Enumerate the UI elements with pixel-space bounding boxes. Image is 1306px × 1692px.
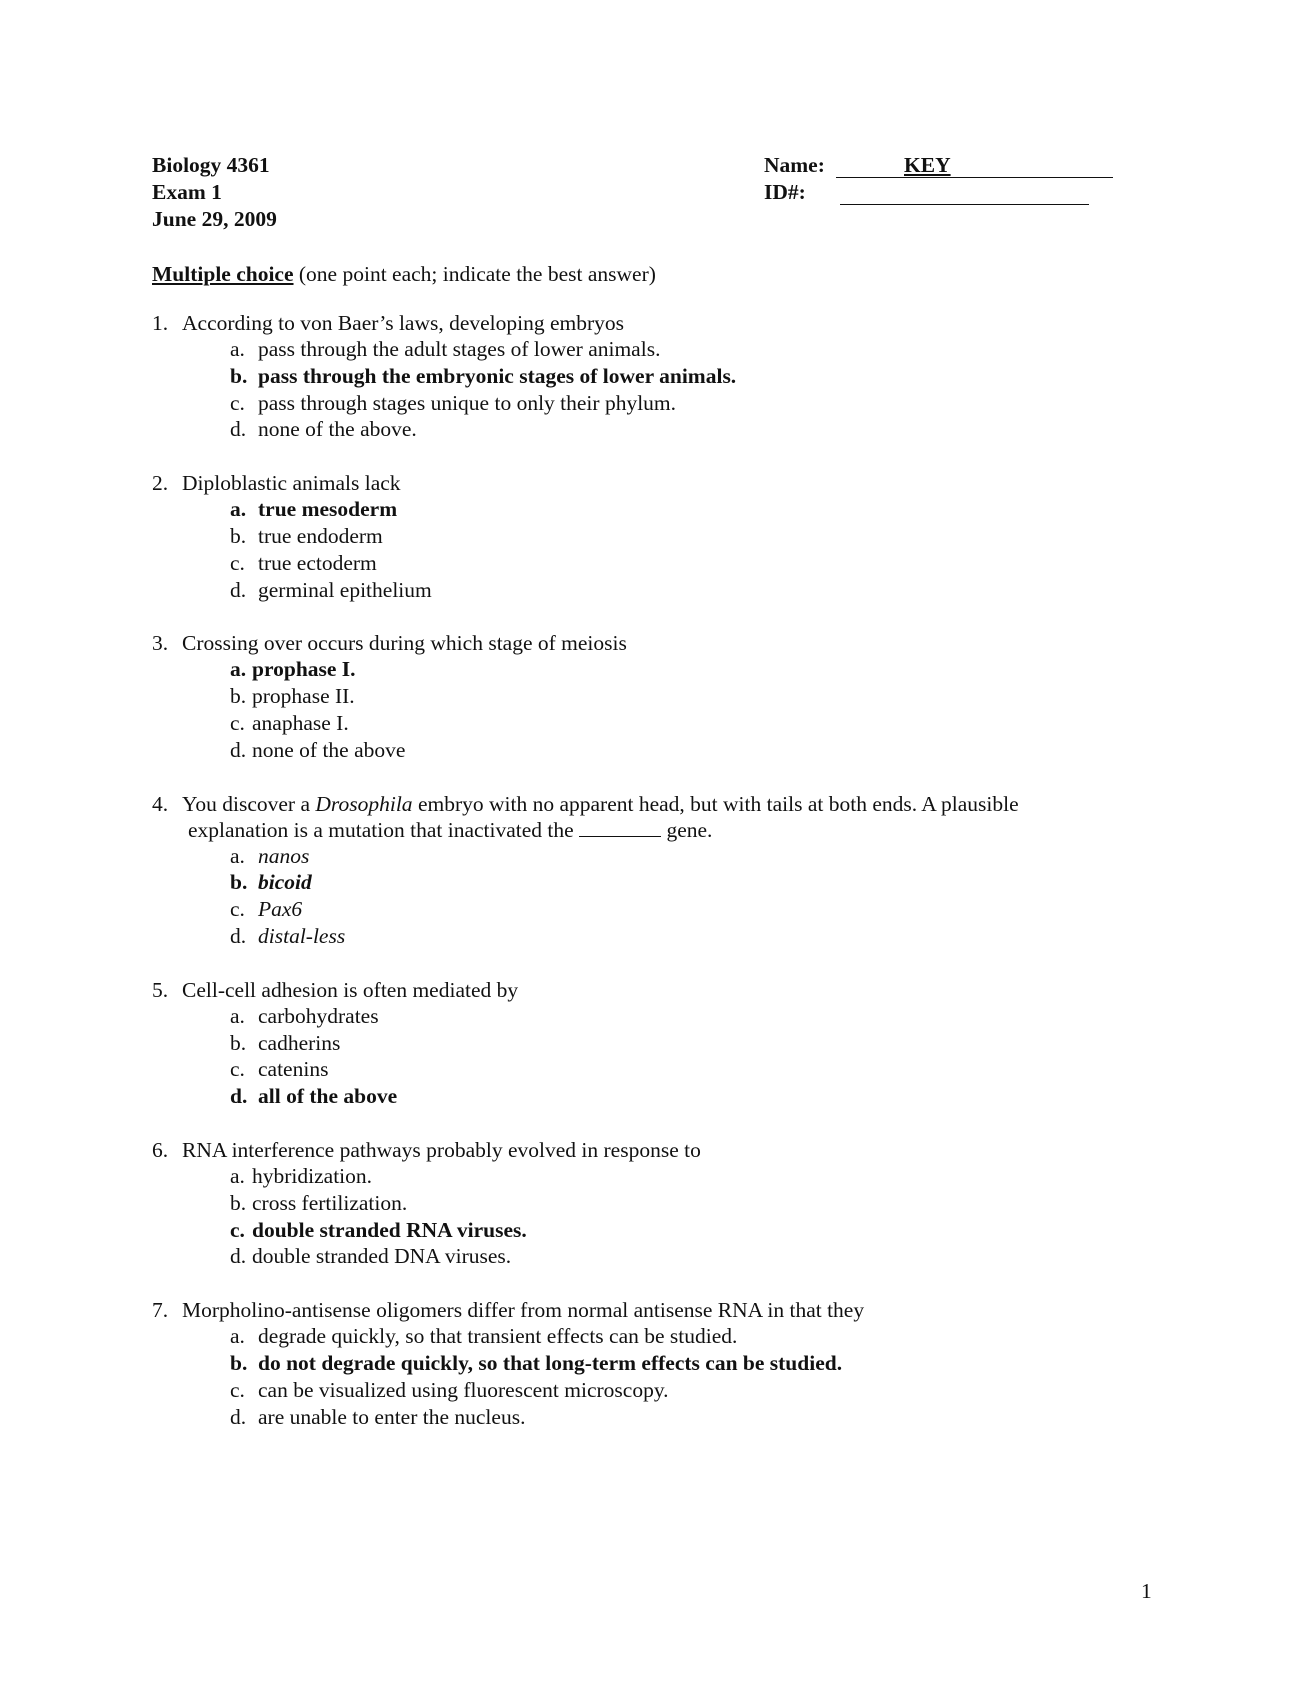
answer-choices	[152, 1323, 1152, 1430]
choice-d	[230, 737, 1152, 764]
choice-c	[230, 1056, 1152, 1083]
answer-blank	[579, 818, 661, 837]
choice-d	[230, 923, 1152, 950]
choice-text: pass through the embryonic stages of lower animals.	[258, 363, 737, 388]
question-1	[152, 310, 1152, 443]
page-number: 1	[1141, 1579, 1152, 1603]
choice-letter: b.	[230, 870, 248, 895]
name-value: KEY	[904, 153, 951, 177]
choice-text: carbohydrates	[258, 1003, 379, 1028]
choice-b-correct	[230, 1350, 1152, 1377]
question-text: According to von Baer’s laws, developing embryos	[182, 311, 625, 335]
choice-text: cadherins	[258, 1030, 341, 1055]
choice-letter: c.	[230, 1377, 245, 1402]
choice-a-correct	[230, 656, 1152, 683]
choice-d	[230, 1243, 1152, 1270]
choice-b-correct	[230, 869, 1152, 896]
choice-letter: d.	[230, 577, 247, 602]
answer-choices	[152, 496, 1152, 603]
choice-text: prophase I.	[252, 657, 356, 682]
choice-b	[230, 1190, 1152, 1217]
choice-letter: a.	[230, 1324, 245, 1349]
answer-choices	[152, 843, 1152, 950]
choice-text: do not degrade quickly, so that long-term effects can be studied.	[258, 1350, 843, 1375]
choice-a	[230, 1003, 1152, 1030]
choice-text: true mesoderm	[258, 497, 398, 522]
choice-text: degrade quickly, so that transient effects can be studied.	[258, 1324, 738, 1349]
choice-d-correct	[230, 1083, 1152, 1110]
question-text: Cell-cell adhesion is often mediated by	[182, 977, 519, 1002]
choice-d	[230, 416, 1152, 443]
section-title: Multiple choice	[152, 262, 294, 286]
question-text: Morpholino-antisense oligomers differ from normal antisense RNA in that they	[182, 1298, 865, 1323]
question-text: RNA interference pathways probably evolved in response to	[182, 1137, 701, 1162]
choice-letter: b.	[230, 1350, 248, 1375]
choice-letter: a.	[230, 657, 247, 682]
choice-text: Pax6	[258, 897, 303, 922]
choice-text: prophase II.	[252, 684, 355, 709]
question-number: 1.	[152, 311, 169, 335]
question-number: 4.	[152, 791, 169, 816]
section-heading	[152, 261, 656, 287]
choice-letter: c.	[230, 710, 245, 735]
question-list	[152, 310, 1152, 1457]
question-number: 5.	[152, 977, 169, 1002]
question-4	[152, 791, 1152, 950]
answer-choices	[152, 656, 1152, 763]
choice-c-correct	[230, 1217, 1152, 1244]
choice-letter: a.	[230, 843, 245, 868]
name-label: Name:	[764, 153, 825, 177]
choice-d	[230, 577, 1152, 604]
answer-choices	[152, 336, 1152, 443]
choice-b	[230, 683, 1152, 710]
course-title: Biology 4361	[152, 153, 270, 177]
name-field-line	[836, 152, 1113, 178]
choice-text: germinal epithelium	[258, 577, 432, 602]
choice-text: true ectoderm	[258, 550, 377, 575]
choice-letter: b.	[230, 523, 247, 548]
choice-b-correct	[230, 363, 1152, 390]
question-7	[152, 1297, 1152, 1430]
choice-c	[230, 390, 1152, 417]
choice-d	[230, 1404, 1152, 1431]
choice-letter: c.	[230, 390, 245, 415]
choice-text: all of the above	[258, 1084, 398, 1109]
choice-a	[230, 843, 1152, 870]
question-5	[152, 977, 1152, 1110]
answer-choices	[152, 1163, 1152, 1270]
choice-letter: b.	[230, 1190, 247, 1215]
question-text-part: embryo with no apparent head, but with tails at both ends. A plausible	[412, 791, 1019, 816]
choice-text: true endoderm	[258, 523, 383, 548]
question-text	[182, 791, 1152, 817]
section-instructions: (one point each; indicate the best answer)	[293, 262, 656, 286]
choice-c	[230, 710, 1152, 737]
question-text-part: gene.	[661, 817, 713, 842]
id-label: ID#:	[764, 180, 806, 204]
choice-a	[230, 1163, 1152, 1190]
choice-text: none of the above.	[258, 417, 417, 442]
choice-a	[230, 336, 1152, 363]
question-number: 3.	[152, 631, 169, 656]
choice-letter: d.	[230, 737, 247, 762]
question-2	[152, 470, 1152, 603]
choice-text: none of the above	[252, 737, 406, 762]
choice-text: double stranded DNA viruses.	[252, 1244, 512, 1269]
choice-text: anaphase I.	[252, 710, 349, 735]
question-3	[152, 630, 1152, 763]
exam-title: Exam 1	[152, 180, 222, 204]
question-number: 6.	[152, 1137, 169, 1162]
choice-text: bicoid	[258, 870, 312, 895]
id-field-line	[840, 179, 1089, 205]
choice-text: hybridization.	[252, 1163, 373, 1188]
choice-letter: d.	[230, 923, 247, 948]
exam-date: June 29, 2009	[152, 207, 277, 231]
choice-a	[230, 1323, 1152, 1350]
choice-letter: d.	[230, 417, 247, 442]
choice-letter: d.	[230, 1084, 248, 1109]
question-text-part: explanation is a mutation that inactivated the	[188, 817, 580, 842]
choice-c	[230, 1377, 1152, 1404]
choice-text: double stranded RNA viruses.	[252, 1217, 527, 1242]
choice-letter: d.	[230, 1244, 247, 1269]
choice-letter: a.	[230, 337, 245, 361]
choice-text: cross fertilization.	[252, 1190, 408, 1215]
choice-text: catenins	[258, 1057, 329, 1082]
question-continuation	[152, 817, 1152, 843]
choice-text: pass through stages unique to only their phylum.	[258, 390, 677, 415]
choice-b	[230, 1030, 1152, 1057]
species-name: Drosophila	[315, 791, 413, 816]
question-number: 2.	[152, 471, 169, 496]
choice-letter: c.	[230, 1217, 245, 1242]
choice-letter: a.	[230, 1003, 245, 1028]
choice-c	[230, 550, 1152, 577]
choice-text: pass through the adult stages of lower animals.	[258, 337, 661, 361]
choice-letter: a.	[230, 497, 247, 522]
choice-text: can be visualized using fluorescent microscopy.	[258, 1377, 669, 1402]
question-text-part: You discover a	[182, 791, 316, 816]
choice-letter: b.	[230, 1030, 247, 1055]
question-6	[152, 1137, 1152, 1270]
choice-letter: d.	[230, 1404, 247, 1429]
exam-header-info	[152, 152, 277, 233]
choice-letter: b.	[230, 363, 248, 388]
question-number: 7.	[152, 1298, 169, 1323]
answer-choices	[152, 1003, 1152, 1110]
question-text: Diploblastic animals lack	[182, 471, 401, 496]
choice-letter: c.	[230, 897, 245, 922]
choice-letter: a.	[230, 1163, 245, 1188]
choice-text: nanos	[258, 843, 310, 868]
choice-a-correct	[230, 496, 1152, 523]
choice-c	[230, 896, 1152, 923]
choice-letter: c.	[230, 1057, 245, 1082]
choice-text: are unable to enter the nucleus.	[258, 1404, 526, 1429]
question-text: Crossing over occurs during which stage of meiosis	[182, 631, 627, 656]
choice-text: distal-less	[258, 923, 346, 948]
choice-letter: c.	[230, 550, 245, 575]
choice-b	[230, 523, 1152, 550]
choice-letter: b.	[230, 684, 247, 709]
